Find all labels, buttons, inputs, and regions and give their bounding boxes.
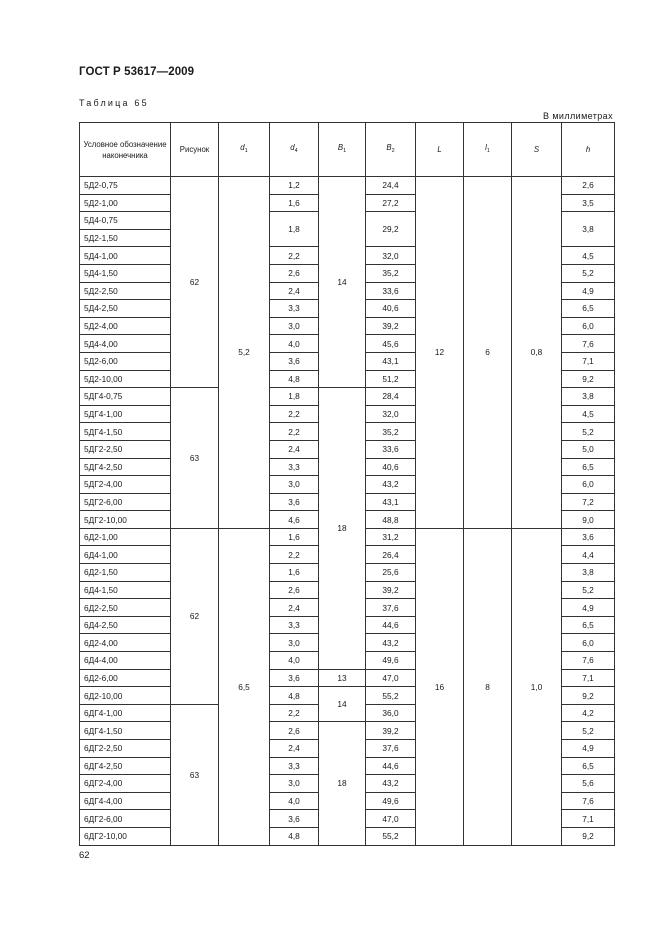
figure-cell: 63 (171, 388, 219, 529)
h-cell: 4,2 (562, 704, 615, 722)
h-cell: 4,9 (562, 282, 615, 300)
b2-cell: 44,6 (366, 757, 416, 775)
designation-cell: 5Д2-4,00 (80, 317, 171, 335)
designation-cell: 5ДГ4-1,00 (80, 405, 171, 423)
header-d4-subscript: 4 (294, 148, 298, 154)
b2-cell: 33,6 (366, 440, 416, 458)
h-cell: 9,2 (562, 827, 615, 845)
b1-cell: 18 (319, 722, 366, 845)
designation-cell: 6Д4-4,00 (80, 652, 171, 670)
d4-cell: 2,2 (270, 704, 319, 722)
designation-cell: 5ДГ2-2,50 (80, 440, 171, 458)
d4-cell: 2,4 (270, 599, 319, 617)
b2-cell: 29,2 (366, 212, 416, 247)
b2-cell: 47,0 (366, 810, 416, 828)
page-number: 62 (79, 850, 90, 861)
d4-cell: 2,2 (270, 423, 319, 441)
header-b1-symbol: B (337, 143, 344, 152)
designation-cell: 5Д2-6,00 (80, 352, 171, 370)
d4-cell: 2,2 (270, 405, 319, 423)
h-cell: 6,5 (562, 458, 615, 476)
b1-cell: 14 (319, 687, 366, 722)
b2-cell: 47,0 (366, 669, 416, 687)
h-cell: 6,0 (562, 476, 615, 494)
figure-cell: 62 (171, 177, 219, 388)
d4-cell: 3,3 (270, 757, 319, 775)
header-l1-symbol: l (485, 143, 487, 152)
d4-cell: 3,0 (270, 634, 319, 652)
h-cell: 3,5 (562, 194, 615, 212)
d4-cell: 2,6 (270, 722, 319, 740)
h-cell: 5,2 (562, 581, 615, 599)
b2-cell: 43,2 (366, 634, 416, 652)
h-cell: 9,2 (562, 370, 615, 388)
h-cell: 4,5 (562, 247, 615, 265)
b1-cell: 14 (319, 177, 366, 388)
b2-cell: 39,2 (366, 581, 416, 599)
designation-cell: 6ДГ4-1,50 (80, 722, 171, 740)
h-cell: 5,2 (562, 423, 615, 441)
header-figure: Рисунок (171, 123, 219, 177)
designation-cell: 5Д2-1,00 (80, 194, 171, 212)
header-h (562, 123, 615, 177)
designation-cell: 5Д4-1,00 (80, 247, 171, 265)
header-b2 (366, 123, 416, 177)
document-title: ГОСТ Р 53617—2009 (79, 66, 195, 78)
h-cell: 4,9 (562, 599, 615, 617)
h-cell: 6,5 (562, 300, 615, 318)
designation-cell: 6ДГ4-2,50 (80, 757, 171, 775)
d4-cell: 3,6 (270, 352, 319, 370)
header-S (512, 123, 562, 177)
b2-cell: 24,4 (366, 177, 416, 195)
b1-cell: 18 (319, 388, 366, 670)
d4-cell: 2,6 (270, 264, 319, 282)
d4-cell: 1,8 (270, 212, 319, 247)
designation-cell: 5ДГ4-2,50 (80, 458, 171, 476)
l1-cell: 8 (464, 528, 512, 845)
h-cell: 5,2 (562, 722, 615, 740)
h-cell: 7,2 (562, 493, 615, 511)
designation-cell: 5Д2-10,00 (80, 370, 171, 388)
b2-cell: 40,6 (366, 300, 416, 318)
table-header-row (80, 123, 615, 177)
designation-cell: 6Д2-10,00 (80, 687, 171, 705)
d4-cell: 3,0 (270, 317, 319, 335)
b2-cell: 43,2 (366, 476, 416, 494)
d4-cell: 2,4 (270, 740, 319, 758)
b2-cell: 40,6 (366, 458, 416, 476)
d4-cell: 4,8 (270, 827, 319, 845)
d4-cell: 4,0 (270, 652, 319, 670)
d4-cell: 3,6 (270, 493, 319, 511)
header-designation: Условное обозначение наконечника (80, 123, 171, 177)
d4-cell: 3,0 (270, 476, 319, 494)
designation-cell: 6Д2-4,00 (80, 634, 171, 652)
b2-cell: 31,2 (366, 528, 416, 546)
h-cell: 6,0 (562, 634, 615, 652)
designation-cell: 6ДГ2-2,50 (80, 740, 171, 758)
designation-cell: 6Д2-1,00 (80, 528, 171, 546)
b2-cell: 28,4 (366, 388, 416, 406)
b2-cell: 49,6 (366, 652, 416, 670)
designation-cell: 6Д4-2,50 (80, 616, 171, 634)
b2-cell: 39,2 (366, 722, 416, 740)
d4-cell: 3,3 (270, 616, 319, 634)
designation-cell: 5Д2-1,50 (80, 229, 171, 247)
h-cell: 4,9 (562, 740, 615, 758)
d4-cell: 2,2 (270, 546, 319, 564)
d4-cell: 4,8 (270, 687, 319, 705)
designation-cell: 6ДГ2-4,00 (80, 775, 171, 793)
d4-cell: 2,4 (270, 440, 319, 458)
h-cell: 4,4 (562, 546, 615, 564)
d4-cell: 1,2 (270, 177, 319, 195)
b2-cell: 35,2 (366, 264, 416, 282)
header-b1 (319, 123, 366, 177)
b2-cell: 37,6 (366, 740, 416, 758)
header-b1-subscript: 1 (343, 148, 347, 154)
table-caption: Таблица 65 (79, 98, 149, 108)
designation-cell: 5Д4-0,75 (80, 212, 171, 230)
b2-cell: 48,8 (366, 511, 416, 529)
header-b2-subscript: 2 (391, 148, 395, 154)
b2-cell: 26,4 (366, 546, 416, 564)
h-cell: 7,1 (562, 810, 615, 828)
b2-cell: 39,2 (366, 317, 416, 335)
header-d1-subscript: 1 (244, 148, 248, 154)
h-cell: 7,6 (562, 652, 615, 670)
b2-cell: 36,0 (366, 704, 416, 722)
h-cell: 4,5 (562, 405, 615, 423)
h-cell: 3,8 (562, 388, 615, 406)
b2-cell: 55,2 (366, 827, 416, 845)
d4-cell: 3,3 (270, 300, 319, 318)
d4-cell: 1,8 (270, 388, 319, 406)
h-cell: 5,6 (562, 775, 615, 793)
b1-cell: 13 (319, 669, 366, 687)
header-d1-symbol: d (240, 143, 245, 152)
designation-cell: 6Д2-1,50 (80, 564, 171, 582)
b2-cell: 32,0 (366, 247, 416, 265)
S-cell: 0,8 (512, 177, 562, 529)
h-cell: 7,1 (562, 352, 615, 370)
designation-cell: 6ДГ2-6,00 (80, 810, 171, 828)
units-note: В миллиметрах (543, 111, 613, 121)
d1-cell: 6,5 (219, 528, 270, 845)
designation-cell: 5Д4-1,50 (80, 264, 171, 282)
header-b2-symbol: B (386, 143, 392, 152)
h-cell: 5,2 (562, 264, 615, 282)
header-S-symbol: S (533, 145, 540, 154)
d1-cell: 5,2 (219, 177, 270, 529)
h-cell: 3,6 (562, 528, 615, 546)
d4-cell: 3,6 (270, 810, 319, 828)
h-cell: 7,1 (562, 669, 615, 687)
L-cell: 16 (416, 528, 464, 845)
designation-cell: 6Д2-2,50 (80, 599, 171, 617)
header-L-symbol: L (437, 145, 442, 154)
designation-cell: 6ДГ4-4,00 (80, 792, 171, 810)
d4-cell: 2,2 (270, 247, 319, 265)
d4-cell: 2,4 (270, 282, 319, 300)
figure-cell: 63 (171, 704, 219, 845)
h-cell: 6,0 (562, 317, 615, 335)
b2-cell: 45,6 (366, 335, 416, 353)
d4-cell: 3,3 (270, 458, 319, 476)
header-l1 (464, 123, 512, 177)
b2-cell: 27,2 (366, 194, 416, 212)
b2-cell: 55,2 (366, 687, 416, 705)
d4-cell: 1,6 (270, 528, 319, 546)
d4-cell: 4,6 (270, 511, 319, 529)
d4-cell: 4,0 (270, 792, 319, 810)
header-d4 (270, 123, 319, 177)
d4-cell: 1,6 (270, 564, 319, 582)
designation-cell: 5ДГ4-1,50 (80, 423, 171, 441)
designation-cell: 6Д2-6,00 (80, 669, 171, 687)
designation-cell: 6Д4-1,50 (80, 581, 171, 599)
l1-cell: 6 (464, 177, 512, 529)
designation-cell: 5Д2-0,75 (80, 177, 171, 195)
h-cell: 3,8 (562, 212, 615, 247)
b2-cell: 49,6 (366, 792, 416, 810)
designation-cell: 6ДГ2-10,00 (80, 827, 171, 845)
d4-cell: 3,0 (270, 775, 319, 793)
header-h-symbol: h (585, 145, 591, 154)
L-cell: 12 (416, 177, 464, 529)
designation-cell: 5Д2-2,50 (80, 282, 171, 300)
figure-cell: 62 (171, 528, 219, 704)
header-L (416, 123, 464, 177)
b2-cell: 43,2 (366, 775, 416, 793)
designation-cell: 5ДГ2-10,00 (80, 511, 171, 529)
header-l1-subscript: 1 (486, 148, 490, 154)
designation-cell: 5ДГ4-0,75 (80, 388, 171, 406)
d4-cell: 4,0 (270, 335, 319, 353)
table-body (80, 177, 615, 846)
designation-cell: 5ДГ2-6,00 (80, 493, 171, 511)
b2-cell: 43,1 (366, 352, 416, 370)
h-cell: 9,2 (562, 687, 615, 705)
b2-cell: 43,1 (366, 493, 416, 511)
designation-cell: 6ДГ4-1,00 (80, 704, 171, 722)
d4-cell: 1,6 (270, 194, 319, 212)
h-cell: 6,5 (562, 757, 615, 775)
header-d1 (219, 123, 270, 177)
S-cell: 1,0 (512, 528, 562, 845)
b2-cell: 35,2 (366, 423, 416, 441)
b2-cell: 33,6 (366, 282, 416, 300)
h-cell: 9,0 (562, 511, 615, 529)
d4-cell: 2,6 (270, 581, 319, 599)
b2-cell: 25,6 (366, 564, 416, 582)
h-cell: 3,8 (562, 564, 615, 582)
h-cell: 6,5 (562, 616, 615, 634)
h-cell: 7,6 (562, 792, 615, 810)
h-cell: 5,0 (562, 440, 615, 458)
table-row (80, 177, 615, 195)
b2-cell: 51,2 (366, 370, 416, 388)
dimensions-table (79, 122, 615, 846)
h-cell: 2,6 (562, 177, 615, 195)
b2-cell: 37,6 (366, 599, 416, 617)
d4-cell: 3,6 (270, 669, 319, 687)
b2-cell: 44,6 (366, 616, 416, 634)
designation-cell: 5Д4-2,50 (80, 300, 171, 318)
header-d4-symbol: d (290, 143, 295, 152)
b2-cell: 32,0 (366, 405, 416, 423)
d4-cell: 4,8 (270, 370, 319, 388)
h-cell: 7,6 (562, 335, 615, 353)
designation-cell: 5ДГ2-4,00 (80, 476, 171, 494)
designation-cell: 6Д4-1,00 (80, 546, 171, 564)
designation-cell: 5Д4-4,00 (80, 335, 171, 353)
